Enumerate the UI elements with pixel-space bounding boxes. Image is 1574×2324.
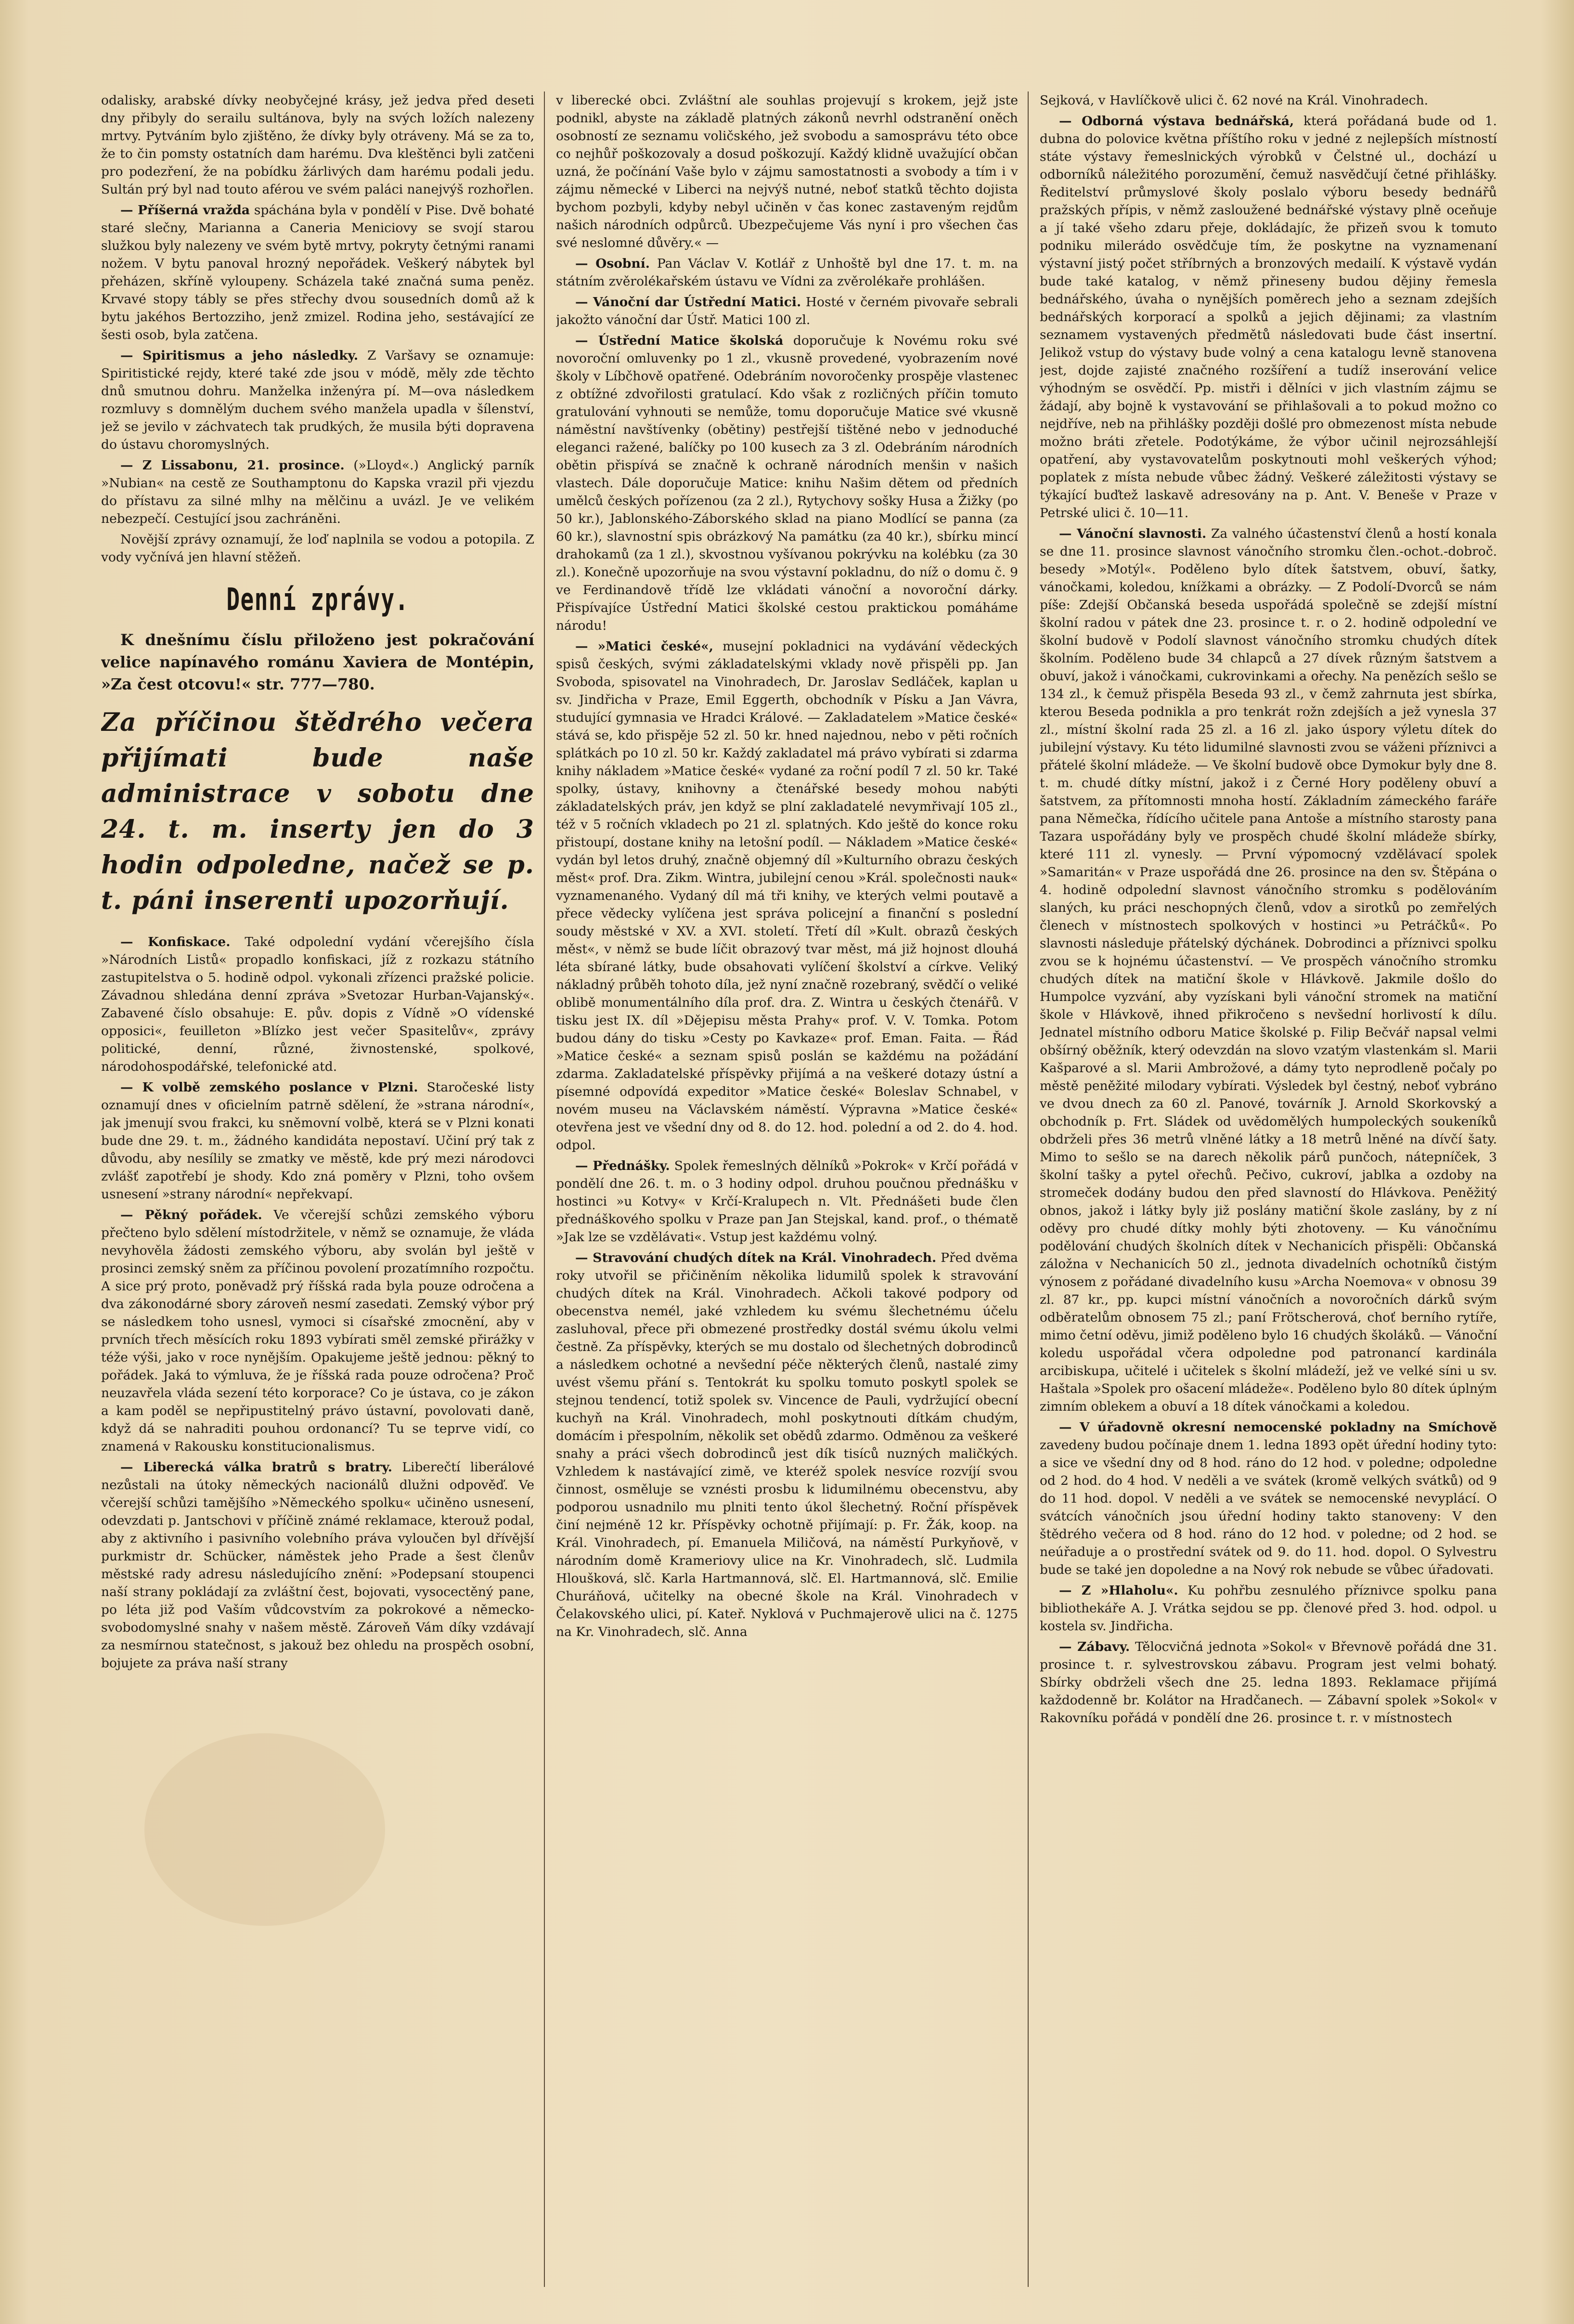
article-heading: — Přednášky. <box>575 1158 670 1173</box>
article-vanocni-dar <box>556 293 1018 329</box>
article-body: Spolek řemeslných dělníků »Pokrok« v Krčí pořádá v pondělí dne 26. t. m. o 3 hodiny odpol. druhou poučnou přednášku v hostinci »u Kotvy« v Krčí-Kralupech n. Vlt. Přednášeti bude člen přednáškového spolku v Praze pan Jan Stejskal, kand. prof., o thématě »Jak lze se vzdělávati«. Vstup jest každému volný. <box>556 1158 1018 1245</box>
article-heading: — Ústřední Matice školská <box>575 333 784 348</box>
article-matice-ceska <box>556 637 1018 1154</box>
article-heading: — Spiritismus a jeho následky. <box>120 348 359 363</box>
article-hlahol <box>1040 1582 1497 1635</box>
column-3 <box>1040 91 1497 2287</box>
column-1 <box>101 91 534 2287</box>
article-heading: — Stravování chudých dítek na Král. Vinohradech. <box>575 1250 937 1265</box>
article-body: (»Lloyd«.) Anglický parník »Nubian« na cestě ze Southamptonu do Kapska vrazil při vjezdu do přístavu za silné mlhy na mělčinu a uvázl. Je ve velikém nebezpečí. Cestující jsou zachráněni. <box>101 458 534 526</box>
article-body: spáchána byla v pondělí v Pise. Dvě bohaté staré slečny, Marianna a Caneria Meniciovy se svojí starou služkou byly nalezeny ve svém bytě mrtvy, pokryty četnými ranami nožem. V bytu panoval hrozný nepořádek. Veškerý nábytek byl přeházen, skříně vyloupeny. Scházela také značná suma peněz. Krvavé stopy tábly se přes střechy dvou sousedních domů až k bytu jakéhos Bertozziho, jenž zmizel. Rodina jeho, sestávající ze šesti osob, byla zatčena. <box>101 203 534 342</box>
article-liberec-continued: v liberecké obci. Zvláštní ale souhlas projevují s krokem, jejž jste podnikl, abyste na základě platných zákonů nevrhl odstranění oněch osobností ze seznamu voličského, jež svobodu a samosprávu této obce co nejhůř poškozovaly a dosud poškozují. Každý klidně uvažující občan uzná, že počínání Vaše bylo v zájmu samostatnosti a svobody a tím i v zájmu německé v Liberci na nejvýš nutné, neboť statků těchto dojista bychom pozbyli, kdyby nebyl učiněn v čas konec zastaveným rejdům našich národních odpůrců. Ubezpečujeme Vás nyní i pro všechen čas své neslomné důvěry.« — <box>556 93 1018 250</box>
article-heading: — Z Lissabonu, 21. prosince. <box>120 458 345 473</box>
article-nemocenska-pokladna <box>1040 1418 1497 1579</box>
article-heading: — Zábavy. <box>1059 1639 1130 1654</box>
article-heading: — Pěkný pořádek. <box>120 1207 262 1222</box>
article-body: Hosté v černém pivovaře sebrali jakožto vánoční dar Ústř. Matici 100 zl. <box>556 295 1018 327</box>
article-vrazda <box>101 201 534 344</box>
article-liberecka-valka <box>101 1458 534 1672</box>
article-stravovani-continued: Sejková, v Havlíčkově ulici č. 62 nové na Král. Vinohradech. <box>1040 93 1429 108</box>
article-body: Ku pohřbu zesnulého příznivce spolku pana bibliothekáře A. J. Vrátka sejdou se pp. členové před 3. hod. odpol. u kostela sv. Jindřicha. <box>1040 1583 1497 1634</box>
article-heading: — Osobní. <box>575 256 650 271</box>
article-heading: — Liberecká válka bratrů s bratry. <box>120 1460 392 1475</box>
article-body: Z Varšavy se oznamuje: Spiritistické rejdy, které také zde jsou v módě, měly zde těchto dnů smutnou dohru. Manželka inženýra pí. M—ova následkem rozmluvy s domnělým duchem svého manžela upadla v šílenství, jež se jevilo v záchvatech tak prudkých, že musila býti dopravena do ústavu choromyslných. <box>101 348 534 452</box>
article-body: Před dvěma roky utvořil se přičiněním několika lidumilů spolek k stravování chudých dítek na Král. Vinohradech. Ačkoli takové podpory od obecenstva nemél, jaké vzhledem ku svému šlechetnému účelu zasluhoval, přece při obmezené prostředky dostál svému úkolu velmi čestně. Za příspěvky, kterých se mu dostalo od šlechetných dobrodinců a následkem ochotné a nevšední péče některých členů, nastalé zimy uvést všemu přání s. Tentokrát ku spolku tomuto poskytl spolek se stejnou tendencí, totiž spolek sv. Vincence de Pauli, vydržující obecní kuchyň na Král. Vinohradech, mohl poskytnouti dítkám chudým, domácím i přespolním, několik set obědů zdarmo. Odměnou za veškeré snahy a práci všech dobrodinců jest dík tisíců nuzných maličkých. Vzhledem k nastávající zimě, ve kteréž spolek nesvíce rozvíjí svou činnost, osměluje se vznésti prosbu k lidumilnému obecenstvu, aby podporou usnadnilo mu plniti tento úkol šlechetný. Roční příspěvek činí nejméně 12 kr. Příspěvky ochotně přijímají: p. Fr. Žák, koop. na Král. Vinohradech, pí. Emanuela Miličová, na náměstí Purkyňově, v národním domě Krameriovy ulice na Kr. Vinohradech, slč. Ludmila Hloušková, slč. Karla Hartmannová, slč. El. Hartmannová, slč. Emilie Churáňová, učitelky na obecné škole na Král. Vinohradech v Čelakovského ulici, pí. Kateř. Nyklová v Puchmajerově ulici na č. 1275 na Kr. Vinohradech, slč. Anna <box>556 1250 1018 1639</box>
article-prednasky <box>556 1157 1018 1246</box>
article-vystava-bednarska <box>1040 112 1497 522</box>
article-body: Za valného účastenství členů a hostí konala se dne 11. prosince slavnost vánočního stromku člen.-ochot.-dobroč. besedy »Motýl«. Poděleno bylo dítek šatstvem, obuví, šatky, vánočkami, koledou, knížkami a obrázky. — Z Podolí-Dvorců se nám píše: Zdejší Občanská beseda uspořádá společně se zdejší místní školní radou v pátek dne 23. prosince t. r. o 2. hodině odpolední ve školní budově v Podolí slavnost vánočního stromku chudých dítek školním. Poděleno bude 34 chlapců a 27 dívek různým šatstvem a obuví, jakož i vánočkami, cukrovinkami a ořechy. Na penězích sešlo se 134 zl., k čemuž přispěla Beseda 93 zl., v čemž zahrnuta jest sbírka, kterou Beseda podnikla a pro tenkrát rožn zdejších a jež vynesla 37 zl., místní školní rada 25 zl. a 16 zl. jako úspory výletu dítek do jubilejní výstavy. Ku této lidumilné slavnosti zvou se váženi příznivci a přátelé školní mládeže. — Ve školní budově obce Dymokur byly dne 8. t. m. chudé dítky místní, jakož i z Černé Hory poděleny obuví a šatstvem, za přítomnosti mnoha hostí. Základním zámeckého faráře pana Němečka, řídícího učitele pana Antoše a místního starosty pana Tazara uspořádány byly ve prospěch chudé školní mládeže sbírky, které 111 zl. vynesly. — První výpomocný vzdělávací spolek »Samaritán« v Praze uspořádá dne 26. prosince na den sv. Štěpána o 4. hodině odpolední slavnost vánočního stromku s podělováním slaných, ku práci neschopných členů, vdov a sirotků po zemřelých členech v místnostech spolkových v hostinci »u Petráčků«. Po slavnosti následuje přátelský dýchánek. Dobrodinci a příznivci spolku zvou se k hojnému účastenství. — Ve prospěch vánočního stromku chudých dítek na matiční škole v Hlávkově. Jakmile došlo do Humpolce vyzvání, aby vyzískani byli vánoční stromek na matiční škole v Hlávkově, ihned přikročeno s nevšední horlivostí k dílu. Jednatel místního odboru Matice školské p. Filip Bečvář napsal velmi obšírný oběžník, který odevzdán na slovo vzatým vlastenkám sl. Marii Kašparové a sl. Marii Ambrožové, a dámy tyto neprodleně počaly po městě peněžité milodary vybírati. Výsledek byl čestný, neboť vybráno ve dvou dnech za 60 zl. Panové, továrník J. Arnold Skorkovský a obchodník p. Frt. Sládek od uvědomělých humpoleckých soukeníků obdrželi přes 36 metrů vlněné látky a 18 metrů lněné na dívčí šaty. Mimo to sešlo se na darech několik párů punčoch, nátepníček, 3 školní tašky a pytel ořechů. Pečivo, cukroví, jablka a ozdoby na stromeček dodány budou den před slavností do Hlávkova. Peněžitý obnos, jakož i látky byly již poslány matiční škole zaslány, by z ní oděvy pro chudé dítky mohly býti zhotoveny. — Ku vánočnímu podělování chudých školních dítek v Nechanicích přispěli: Občanská záložna v Nechanicích 50 zl., jednota divadelních ochotníků čistým výnosem z pořádané divadelního kusu »Archa Noemova« v obnosu 39 zl. 87 kr., pp. kupci místní vánočních a novoročních dárků svým odběratelům obnosem 75 zl.; paní Frötscherová, choť berního rytíře, mimo četní oděvu, jimiž poděleno bylo 16 chudých školáků. — Vánoční koledu uspořádal včera odpoledne pod patronancí kardinála arcibiskupa, učitelé i učitelek s školní mládeží, jež ve velké síni u sv. Haštala »Spolek pro ošacení mládeže«. Poděleno bylo 80 dítek úplným zimním oblekem a obuví a 18 dítek vánočkami a koledou. <box>1040 526 1497 1414</box>
article-body: která pořádaná bude od 1. dubna do polovice května příštího roku v jedné z nejlepších místností státe výstavy řemeslnických výrobků v Čelstné ul., dochází u odborníků náležitého porozumění, čemuž nasvědčují četné přihlášky. Ředitelství průmyslové školy poslalo výboru besedy bednářů pražských přípis, v němž zasloužené bednářské výstavy plně oceňuje a jí také všeho zdaru přeje, dokládajíc, že přizeň svou k tomuto podniku milerádo osvědčuje tím, že poskytne na vyznamenaní výstavní jistý počet stříbrných a bronzových medailí. K výstavě vydán bude také katalog, v němž přineseny budou dějiny řemesla bednářského, úvaha o nynějších poměrech jeho a seznam zdejších bednářských korporací a spolků a jejich dějinami; za vlastním seznamem vystavených předmětů následovati bude část insertní. Jelikož vstup do výstavy bude volný a cena katalogu levně stanovena jest, dojde zajisté značného rozšíření a tudíž inserování velice výhodným se osvědčí. Pp. mistři i dělníci v jich vlastním zájmu se žádají, aby bojně k vystavování se přihlašovali a to pokud možno co nejdříve, neb na přihlášky později došlé pro obmezenost místa nebude možno bráti zřetele. Podotýkáme, že výbor učinil nejrozsáhlejší opatření, aby vystavovatelům poskytnouti mohl veškerých výhod; poplatek z místa nebude vůbec žádný. Veškeré záležitosti výstavy se týkající buďtež laskavě adresovány na p. Ant. V. Beneše v Praze v Petrské ulici č. 10—11. <box>1040 114 1497 520</box>
article-body: Ve včerejší schůzi zemského výboru přečteno bylo sdělení místodržitele, v němž se oznamuje, že vláda nevyhověla žádosti zemského výboru, aby svolán byl ještě v prosinci zemský sněm za příčinou povolení prozatímního rozpočtu. A sice prý proto, poněvadž prý říšská rada byla pouze odročena a dva zákonodárné sbory zároveň nesmí zasedati. Zemský výbor prý se následkem toho usnesl, vymoci si císařské zmocnění, aby v prvních třech měsících roku 1893 vybírati směl zemské přirážky v téže výši, jako v roce nynějším. Opakujeme ještě jednou: pěkný to pořádek. Jaká to výmluva, že je říšská rada pouze odročena? Proč neuzavřela vláda sezení této korporace? Co je ústava, co je zákon a kam poděl se nepřipustitelný právo ústavní, povolovati daně, když dá se nahraditi pouhou ordonancí? Tu se teprve vidí, co znamená v Rakousku konstitucionalismus. <box>101 1207 534 1454</box>
article-body: musejní pokladnici na vydávání vědeckých spisů českých, svými základatelskými vklady nově přispěli pp. Jan Svoboda, spisovatel na Vinohradech, Dr. Jaroslav Sedláček, kaplan u sv. Jindřicha v Praze, Emil Eggerth, obchodník v Písku a Jan Vávra, studující gymnasia ve Hradci Králové. — Zakladatelem »Matice české« stává se, kdo přispěje 52 zl. 50 kr. hned najednou, nebo v pěti ročních splátkách po 10 zl. 50 kr. Každý zakladatel má právo vybírati si zdarma knihy nákladem »Matice české« vydané za roční podíl 7 zl. 50 kr. Také spolky, ústavy, knihovny a čtenářské besedy mohou nabýti základatelských práv, jen když se plní zakladatelé nevymřivají 105 zl., též v 5 ročních vkladech po 21 zl. splatných. Kdo ještě do konce roku přistoupí, dostane knihy na letošní podíl. — Nákladem »Matice české« vydán byl letos druhý, značně objemný díl »Kulturního obrazu českých měst« prof. Dra. Zikm. Wintra, jubilejní cenou »Král. společnosti nauk« vyznamenaného. Vydaný díl má tři knihy, ve kterých velmi poutavě a přece vědecky vylíčena jest správa policejní a finanční s poslední soudy městské v XV. a XVI. století. Třetí díl »Kult. obrazů českých měst«, v němž se bude líčit obrazový tvar měst, má již hojnost dlouhá léta sbírané látky, bude obsahovati vylíčení školství a církve. Veliký nákladný průběh tohoto díla, jež nyní značně rozebraný, svědčí o veliké oblibě monumentálního díla prof. dra. Z. Wintra u českých čtenářů. V tisku jest IX. díl »Dějepisu města Prahy« prof. V. V. Tomka. Potom budou dány do tisku »Cesty po Kavkaze« prof. Eman. Faita. — Řád »Matice české« a seznam spisů poslán se každému na požádání zdarma. Zakladatelské příspěvky přijímá a na veškeré dotazy ústní a písemné odpovídá expeditor »Matice české« Boleslav Schnabel, v novém museu na Václavském náměstí. Výpravna »Matice české« otevřena jest ve všední dny od 8. do 12. hod. polední a od 2. do 4. hod. odpol. <box>556 639 1018 1153</box>
article-heading: — K volbě zemského poslance v Plzni. <box>120 1080 418 1095</box>
article-body: Tělocvičná jednota »Sokol« v Břevnově pořádá dne 31. prosince t. r. sylvestrovskou zábavu. Program jest velmi bohatý. Sbírky obdrželi všech dne 25. ledna 1893. Reklamace přijímá každodenně br. Kolátor na Hradčanech. — Zábavní spolek »Sokol« v Rakovníku pořádá v pondělí dne 26. prosince t. r. v místnostech <box>1040 1639 1497 1726</box>
article-zabavy <box>1040 1638 1497 1727</box>
article-stravovani <box>556 1249 1018 1641</box>
article-body: Liberečtí liberálové nezůstali na útoky německých nacionálů dlužni odpověď. Ve včerejší schůzi tamějšího »Německého spolku« učiněno usnesení, odevzdati p. Jantschovi v příčině známé reklamace, kterouž podal, aby z aktivního i pasivního volebního práva vyloučen byl dřívější purkmistr dr. Schücker, náměstek jeho Prade a šest členův městské rady adresu následujícího znění: »Podepsaní stoupenci naší strany pokládají za zvláštní čest, bojovati, vysocectěný pane, po léta již pod Vaším vůdcovstvím za pokrokové a německo-svobodomyslné snahy v našem městě. Zároveň Vám díky vzdávají za nesmírnou statečnost, s jakouž bez ohledu na prospěch osobní, bojujete za práva naší strany <box>101 1460 534 1671</box>
article-heading: — Odborná výstava bednářská, <box>1059 114 1294 129</box>
article-heading: — Příšerná vražda <box>120 203 250 218</box>
article-osobni <box>556 255 1018 290</box>
column-rule <box>544 91 545 2287</box>
article-volba-plzen <box>101 1078 534 1203</box>
article-body: zavedeny budou počínaje dnem 1. ledna 1893 opět úřední hodiny tyto: a sice ve všední dny od 8 hod. ráno do 12 hod. v poledne; odpoledne od 2 hod. do 4 hod. V neděli a ve svátek (kromě velkých svátků) od 9 do 11 hod. dopol. V neděli a ve svátek se nemocenské nevyplácí. O svátcích vánočních jsou úřední hodiny takto stanoveny: V den štědrého večera od 8 hod. ráno do 12 hod. v poledne; od 2 hod. se neúřaduje a o prostřední svátek od 9. do 11. hod. dopol. O Sylvestru bude se také jen dopoledne a na Nový rok nebude se vůbec úřadovati. <box>1040 1438 1497 1577</box>
article-heading: — »Matici české«, <box>575 639 713 654</box>
article-lissabon <box>101 456 534 528</box>
supplement-notice: K dnešnímu číslu přiloženo jest pokračování velice napínavého románu Xaviera de Montépin, »Za čest otcovu!« str. 777—780. <box>101 631 534 693</box>
article-body: Staročeské listy oznamují dnes v oficielním patrně sdělení, že »strana národní«, jak jmenují svou frakci, ku sněmovní volbě, která se v Plzni konati bude dne 29. t. m., žádného kandidáta nepostaví. Učiní prý tak z důvodu, aby nesílily se zmatky ve městě, kde prý mezi národovci zvlášť zapotřebí je shody. Kdo zná poměry v Plzni, toho ovšem usnesení »strany národní« nepřekvapí. <box>101 1080 534 1202</box>
article-heading: — V úřadovně okresní nemocenské pokladny na Smíchově <box>1059 1420 1497 1435</box>
article-odalisky: odalisky, arabské dívky neobyčejné krásy, jež jedva před deseti dny přibyly do serailu sultánova, byly na svých ložích nalezeny mrtvy. Pytváním bylo zjištěno, že dívky byly otráveny. Má se za to, že to čin pomsty ostatních dam harému. Dva kleštěnci byli zatčeni pro podezření, že na pobídku žárlivých dam harému podali jedu. Sultán prý byl nad touto aférou ve svém paláci nanejvýš rozhořlen. <box>101 93 534 197</box>
column-2 <box>556 91 1018 2287</box>
article-matice-skolska <box>556 332 1018 635</box>
article-heading: — Vánoční slavnosti. <box>1059 526 1207 541</box>
article-body: Pan Václav V. Kotlář z Unhoště byl dne 17. t. m. na státním zvěrolékařském ústavu ve Vídni za zvěrolékaře prohlášen. <box>556 256 1018 289</box>
article-heading: — Konfiskace. <box>120 935 231 949</box>
article-body: doporučuje k Novému roku své novoroční omluvenky po 1 zl., vkusně provedené, vyobrazením nové školy v Líbčhově opatřené. Odebráním novoročenky prospěje vlastenec z obtížné zdvořilosti gratulací. Kdo však z rozličných příčin tomuto gratulování vyhnouti se nemůže, tomu doporučuje Matice své vkusně náměstní navštívenky (obětiny) pestřejší tištěné nebo v jednoduché eleganci ražené, balíčky po 100 kusech za 3 zl. Odebráním národních obětin přispívá se značně k ochraně národních menšin v našich vlastech. Dále doporučuje Matice: knihu Našim dětem od předních umělců českých pořízenou (za 2 zl.), Rytychovy sošky Husa a Žižky (po 50 kr.), Jablonského-Záborského sklad na piano Modlící se panna (za 60 kr.), slavnostní spis obrázkový Na památku (za 40 kr.), sbírku mincí drahokamů (za 1 zl.), skvostnou vyšívanou pokrývku na kolébku (za 30 zl.). Konečně upozorňuje na svou výstavní pokladnu, do níž o domu č. 9 ve Ferdinandově třídě lze vkládati vánoční a novoroční dárky. Přispívajíce Ústřední Matici školské cestou praktickou pomáháme národu! <box>556 333 1018 633</box>
administration-notice: Za příčinou štědrého večera přijímati bude naše administrace v sobotu dne 24. t. m. inserty jen do 3 hodin odpoledne, načež se p. t. páni inserenti upozorňují. <box>101 708 534 915</box>
article-body: Také odpolední vydání včerejšího čísla »Národních Listů« propadlo konfiskaci, jíž z rozkazu státního zastupitelstva o 5. hodině odpol. vykonali zřízenci pražské policie. Závadnou shledána denní zpráva »Svetozar Hurban-Vajanský«. Zabavené číslo obsahuje: E. pův. dopis z Vídně »O vídenské opposici«, feuilleton »Blízko jest večer Spasitelův«, zprávy politické, denní, různé, živnostenské, spolkové, národohospodářské, telefonické atd. <box>101 935 534 1074</box>
article-heading: — Z »Hlaholu«. <box>1059 1583 1178 1598</box>
column-rule <box>1028 91 1029 2287</box>
article-konfiskace <box>101 933 534 1076</box>
article-vanocni-slavnosti <box>1040 525 1497 1415</box>
section-title: Denní zprávy. <box>226 582 409 618</box>
article-spiritismus <box>101 347 534 454</box>
newspaper-sheet <box>101 91 1497 2287</box>
article-heading: — Vánoční dar Ústřední Matici. <box>575 295 801 310</box>
article-pekny-poradek <box>101 1206 534 1455</box>
article-lissabon-update: Novější zprávy oznamují, že loď naplnila se vodou a potopila. Z vody vyčnívá jen hlavní stěžeň. <box>101 532 534 565</box>
